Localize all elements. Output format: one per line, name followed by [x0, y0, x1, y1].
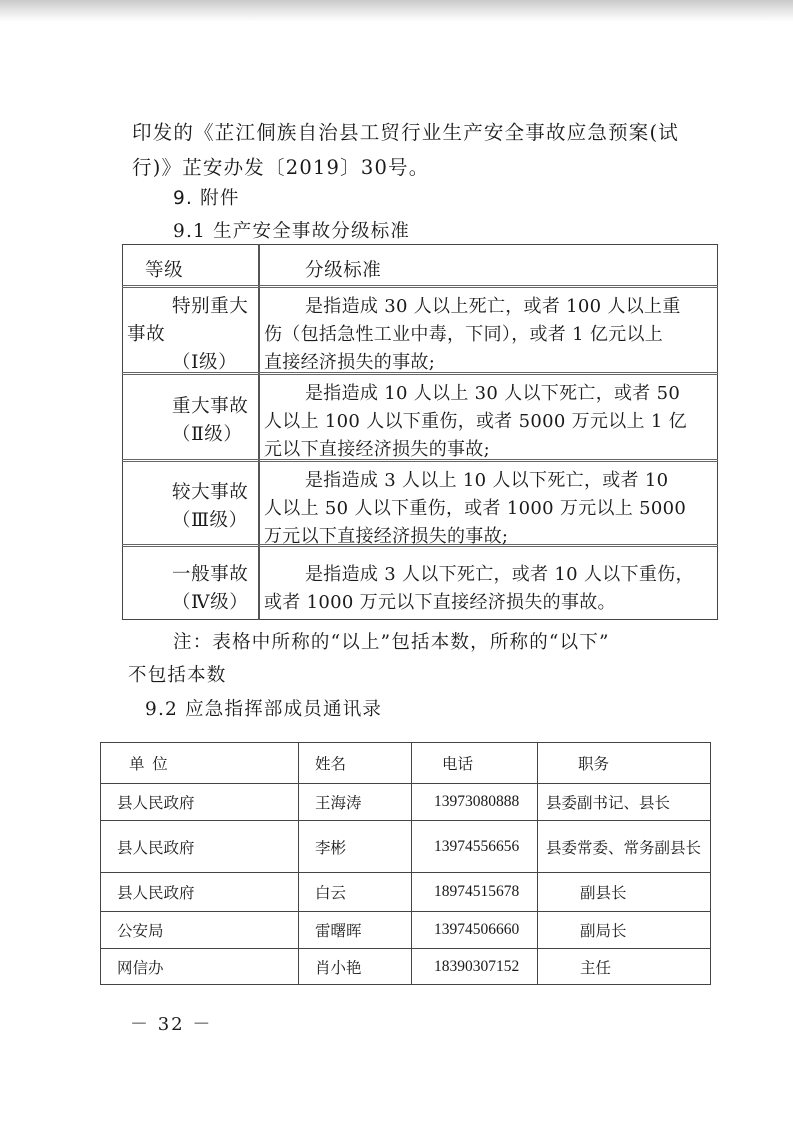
- grade-desc: 是指造成 30 人以上死亡，或者 100 人以上重: [305, 296, 681, 317]
- cell-unit: 网信办: [101, 949, 299, 985]
- grade-label: （Ⅳ级）: [172, 592, 249, 613]
- paragraph-line-1: 印发的《芷江侗族自治县工贸行业生产安全事故应急预案(试: [132, 121, 680, 144]
- grade-label: （Ⅰ级）: [172, 352, 238, 373]
- cell-title: 县委副书记、县长: [538, 784, 711, 821]
- grade-label: 较大事故: [172, 482, 249, 503]
- grade-desc: 万元以下直接经济损失的事故;: [264, 526, 509, 547]
- cell-unit: 县人民政府: [101, 821, 299, 873]
- header-unit: 单 位: [101, 743, 299, 784]
- cell-name: 雷曙晖: [299, 912, 412, 949]
- grade-label: （Ⅱ级）: [172, 424, 243, 445]
- cell-phone: 18390307152: [412, 949, 538, 985]
- table-row: [101, 784, 711, 821]
- note-line-2: 不包括本数: [128, 665, 227, 686]
- cell-title: 副县长: [538, 873, 711, 912]
- grade-desc: 元以下直接经济损失的事故;: [264, 439, 490, 460]
- table-row: [101, 873, 711, 912]
- grade-table-divider: [258, 244, 260, 620]
- cell-phone: 13973080888: [412, 784, 538, 821]
- contacts-table: [100, 742, 711, 985]
- cell-title: 主任: [538, 949, 711, 985]
- cell-phone: 13974506660: [412, 912, 538, 949]
- header-phone: 电话: [412, 743, 538, 784]
- cell-unit: 公安局: [101, 912, 299, 949]
- table-row: [101, 821, 711, 873]
- grade-desc: 直接经济损失的事故;: [264, 352, 436, 373]
- cell-unit: 县人民政府: [101, 873, 299, 912]
- grade-table-rule: [122, 285, 718, 288]
- table-header-row: [101, 743, 711, 784]
- scan-edge: [0, 0, 793, 22]
- header-name: 姓名: [299, 743, 412, 784]
- note-line-1: 注：表格中所称的“以上”包括本数，所称的“以下”: [173, 632, 610, 653]
- paragraph-line-2: 行)》芷安办发〔2019〕30号。: [132, 156, 430, 179]
- grade-label: 特别重大: [172, 296, 249, 317]
- cell-name: 白云: [299, 873, 412, 912]
- table-row: [101, 912, 711, 949]
- grade-desc: 人以上 100 人以下重伤，或者 5000 万元以上 1 亿: [264, 411, 687, 432]
- grade-header-standard: 分级标准: [305, 260, 382, 281]
- cell-title: 县委常委、常务副县长: [538, 821, 711, 873]
- page-number: － 32 －: [130, 1014, 213, 1035]
- section-9-1-heading: 9.1 生产安全事故分级标准: [173, 221, 411, 242]
- grade-header-grade: 等级: [145, 260, 184, 281]
- cell-phone: 18974515678: [412, 873, 538, 912]
- grade-label: （Ⅲ级）: [172, 510, 248, 531]
- grade-desc: 是指造成 3 人以上 10 人以下死亡，或者 10: [305, 470, 669, 491]
- cell-title: 副局长: [538, 912, 711, 949]
- cell-name: 李彬: [299, 821, 412, 873]
- grade-desc: 人以上 50 人以下重伤，或者 1000 万元以上 5000: [264, 498, 687, 519]
- grade-label: 重大事故: [172, 396, 249, 417]
- grade-desc: 伤（包括急性工业中毒，下同），或者 1 亿元以上: [264, 324, 664, 345]
- grade-desc: 是指造成 3 人以下死亡，或者 10 人以下重伤，: [305, 564, 694, 585]
- grade-desc: 是指造成 10 人以上 30 人以下死亡，或者 50: [305, 383, 681, 404]
- header-title: 职务: [538, 743, 711, 784]
- cell-phone: 13974556656: [412, 821, 538, 873]
- section-9-heading: 9. 附件: [173, 188, 240, 209]
- grade-label: 事故: [127, 324, 166, 345]
- cell-unit: 县人民政府: [101, 784, 299, 821]
- table-row: [101, 949, 711, 985]
- cell-name: 肖小艳: [299, 949, 412, 985]
- grade-desc: 或者 1000 万元以下直接经济损失的事故。: [264, 592, 616, 613]
- grade-label: 一般事故: [172, 564, 249, 585]
- section-9-2-heading: 9.2 应急指挥部成员通讯录: [145, 699, 383, 720]
- cell-name: 王海涛: [299, 784, 412, 821]
